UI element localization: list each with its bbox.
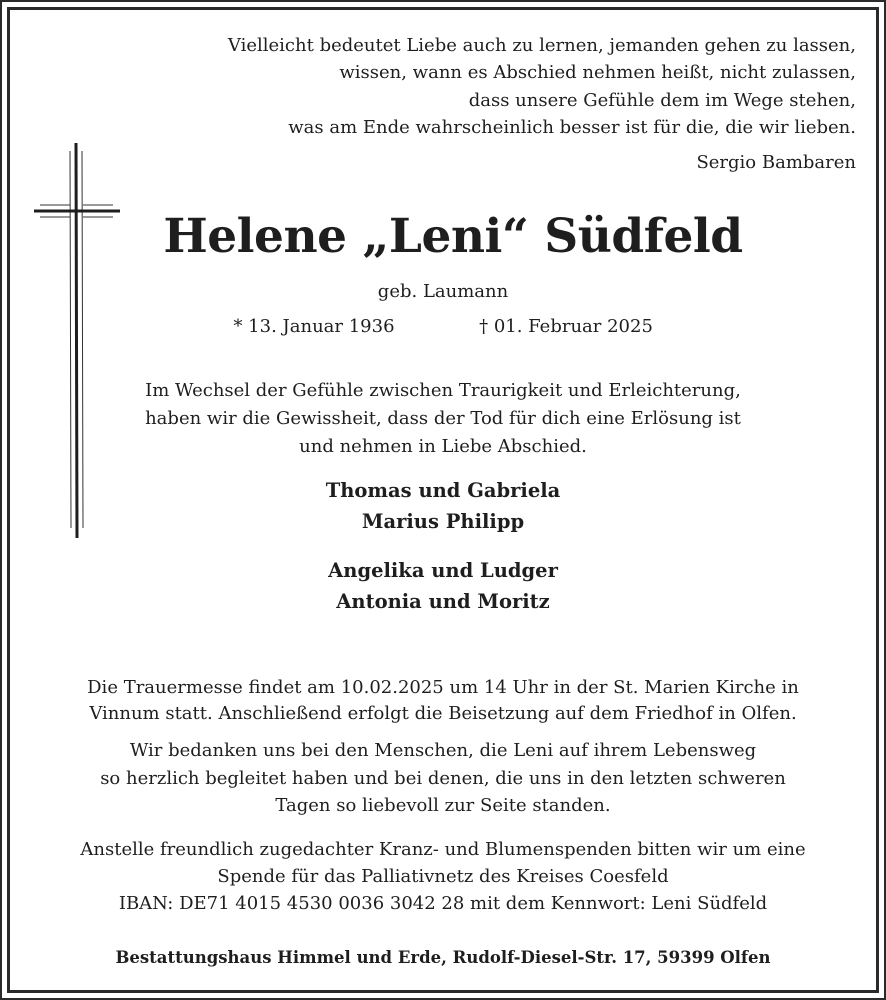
- quote-author: Sergio Bambaren: [696, 152, 856, 173]
- thanks-line: Tagen so liebevoll zur Seite standen.: [275, 795, 611, 816]
- mourner-line: Antonia und Moritz: [336, 590, 550, 613]
- quote-line: was am Ende wahrscheinlich besser ist für die, die wir lieben.: [288, 117, 856, 138]
- quote-line: Vielleicht bedeutet Liebe auch zu lernen, jemanden gehen zu lassen,: [227, 35, 856, 56]
- mourner-line: Angelika und Ludger: [328, 559, 558, 582]
- message-line: und nehmen in Liebe Abschied.: [299, 436, 587, 457]
- deceased-name: Helene „Leni“ Südfeld: [163, 209, 743, 264]
- death-date: † 01. Februar 2025: [479, 316, 653, 337]
- funeral-line: Vinnum statt. Anschließend erfolgt die Beisetzung auf dem Friedhof in Olfen.: [89, 703, 797, 724]
- donation-line: Spende für das Palliativnetz des Kreises Coesfeld: [217, 866, 669, 887]
- undertaker-info: Bestattungshaus Himmel und Erde, Rudolf-Diesel-Str. 17, 59399 Olfen: [115, 948, 771, 967]
- birth-name: geb. Laumann: [377, 281, 509, 302]
- thanks-line: Wir bedanken uns bei den Menschen, die Leni auf ihrem Lebensweg: [129, 740, 757, 761]
- quote-line: wissen, wann es Abschied nehmen heißt, nicht zulassen,: [339, 62, 856, 83]
- thanks-line: so herzlich begleitet haben und bei denen, die uns in den letzten schweren: [100, 768, 786, 789]
- funeral-line: Die Trauermesse findet am 10.02.2025 um 14 Uhr in der St. Marien Kirche in: [87, 677, 799, 698]
- message-line: haben wir die Gewissheit, dass der Tod für dich eine Erlösung ist: [145, 408, 741, 429]
- message-line: Im Wechsel der Gefühle zwischen Traurigkeit und Erleichterung,: [145, 380, 741, 401]
- birth-date: * 13. Januar 1936: [233, 316, 395, 337]
- donation-line: Anstelle freundlich zugedachter Kranz- und Blumenspenden bitten wir um eine: [80, 839, 806, 860]
- mourner-line: Marius Philipp: [361, 510, 525, 533]
- donation-line: IBAN: DE71 4015 4530 0036 3042 28 mit dem Kennwort: Leni Südfeld: [118, 893, 768, 914]
- quote-line: dass unsere Gefühle dem im Wege stehen,: [468, 90, 856, 111]
- mourner-line: Thomas und Gabriela: [325, 479, 561, 502]
